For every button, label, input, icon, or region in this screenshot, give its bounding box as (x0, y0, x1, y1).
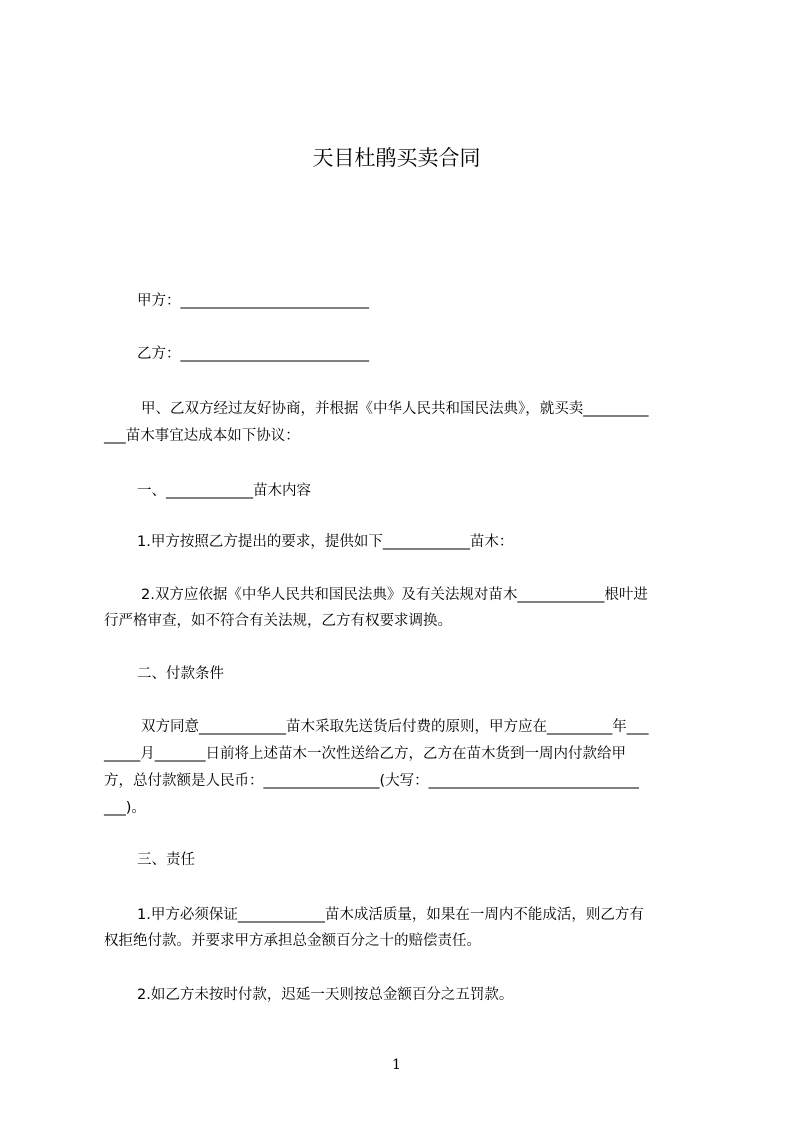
preamble-line-1: 甲、乙双方经过友好协商，并根据《中华人民共和国民法典》，就买卖_________ (141, 401, 649, 417)
section-1-heading: 一、____________苗木内容 (137, 483, 311, 499)
payment-line-3: 方，总付款额是人民币：________________(大写：_____________________________ (104, 773, 639, 789)
preamble-line-2: ___苗木事宜达成本如下协议： (104, 428, 300, 444)
clause-3-2: 2.如乙方未按时付款，迟延一天则按总金额百分之五罚款。 (137, 987, 514, 1003)
clause-3-1-line-1: 1.甲方必须保证____________苗木成活质量，如果在一周内不能成活，则乙方有 (137, 907, 644, 923)
party-b-line: 乙方：__________________________ (137, 346, 369, 362)
payment-line-2: _____月_______日前将上述苗木一次性送给乙方，乙方在苗木货到一周内付款给甲 (104, 746, 626, 762)
clause-1-1: 1.甲方按照乙方提出的要求，提供如下____________苗木： (137, 534, 514, 550)
payment-line-1: 双方同意____________苗木采取先送货后付费的原则，甲方应在_________年___ (141, 719, 649, 735)
contract-title: 天目杜鹃买卖合同 (312, 146, 481, 170)
payment-line-4: ___)。 (104, 800, 146, 816)
page-number: 1 (392, 1057, 401, 1073)
section-2-heading: 二、付款条件 (137, 666, 224, 682)
clause-1-2-line-2: 行严格审查，如不符合有关法规，乙方有权要求调换。 (104, 613, 452, 629)
clause-1-2-line-1: 2.双方应依据《中华人民共和国民法典》及有关法规对苗木____________根叶进 (141, 587, 648, 603)
party-a-line: 甲方：__________________________ (137, 293, 369, 309)
clause-3-1-line-2: 权拒绝付款。并要求甲方承担总金额百分之十的赔偿责任。 (104, 933, 481, 949)
section-3-heading: 三、责任 (137, 852, 195, 868)
